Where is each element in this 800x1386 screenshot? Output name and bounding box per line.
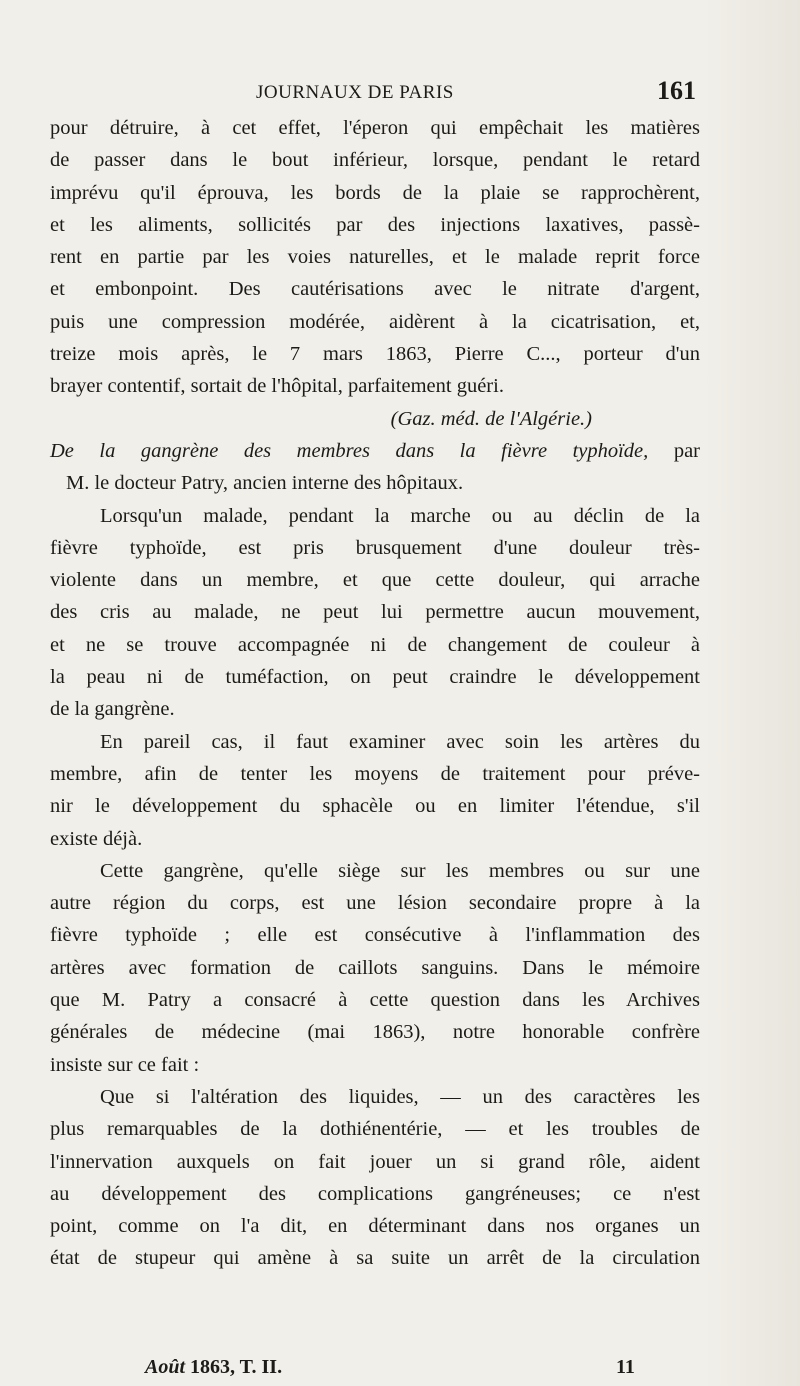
text-line: imprévu qu'il éprouva, les bords de la plaie se rapprochèrent, — [50, 181, 700, 204]
text-line: générales de médecine (mai 1863), notre honorable confrère — [50, 1021, 700, 1044]
article-title — [50, 435, 700, 467]
facing-page-bleed — [705, 0, 800, 1386]
source-citation: (Gaz. méd. de l'Algérie.) — [390, 407, 592, 430]
text-line: autre région du corps, est une lésion secondaire propre à la — [50, 892, 700, 915]
text-line: brayer contentif, sortait de l'hôpital, parfaitement guéri. — [50, 375, 504, 398]
text-line: fièvre typhoïde ; elle est consécutive à l'inflammation des — [50, 924, 700, 947]
text-line: de la gangrène. — [50, 698, 175, 721]
text-line: pour détruire, à cet effet, l'éperon qui empêchait les matières — [50, 117, 700, 139]
text-line: des cris au malade, ne peut lui permettre aucun mouvement, — [50, 601, 700, 624]
text-line: artères avec formation de caillots sanguins. Dans le mémoire — [50, 956, 700, 979]
text-line: violente dans un membre, et que cette douleur, qui arrache — [50, 569, 700, 592]
text-line: de passer dans le bout inférieur, lorsque, pendant le retard — [50, 149, 700, 172]
text-line: Lorsqu'un malade, pendant la marche ou au déclin de la — [100, 504, 700, 527]
text-line: état de stupeur qui amène à sa suite un arrêt de la circulation — [50, 1247, 700, 1270]
article-author: M. le docteur Patry, ancien interne des hôpitaux. — [66, 472, 464, 495]
text-line: au développement des complications gangréneuses; ce n'est — [50, 1182, 700, 1205]
printer-signature — [145, 1356, 282, 1379]
text-line: point, comme on l'a dit, en déterminant dans nos organes un — [50, 1215, 700, 1238]
text-line: l'innervation auxquels on fait jouer un si grand rôle, aident — [50, 1150, 700, 1173]
sheet-number: 11 — [616, 1356, 635, 1378]
text-line: treize mois après, le 7 mars 1863, Pierre C..., porteur d'un — [50, 343, 700, 366]
text-line: Cette gangrène, qu'elle siège sur les membres ou sur une — [100, 859, 700, 882]
text-line: et ne se trouve accompagnée ni de changement de couleur à — [50, 633, 700, 656]
body-text — [50, 112, 700, 1275]
article-title-roman: par — [648, 439, 700, 462]
page-footer — [50, 1356, 700, 1384]
page-header — [50, 76, 700, 106]
text-line: que M. Patry a consacré à cette question dans les Archives — [50, 989, 700, 1012]
text-line: En pareil cas, il faut examiner avec soin les artères du — [100, 730, 700, 753]
text-line: et les aliments, sollicités par des injections laxatives, passè- — [50, 213, 700, 236]
running-head: JOURNAUX DE PARIS — [256, 82, 454, 103]
text-line: nir le développement du sphacèle ou en limiter l'étendue, s'il — [50, 795, 700, 818]
page-number: 161 — [657, 76, 696, 105]
text-line: Que si l'altération des liquides, — un des caractères les — [100, 1085, 700, 1108]
text-line: puis une compression modérée, aidèrent à la cicatrisation, et, — [50, 310, 700, 333]
text-line: insiste sur ce fait : — [50, 1053, 200, 1076]
text-line: existe déjà. — [50, 827, 143, 850]
text-line: rent en partie par les voies naturelles, et le malade reprit force — [50, 246, 700, 269]
text-line: fièvre typhoïde, est pris brusquement d'une douleur très- — [50, 536, 700, 559]
text-line: et embonpoint. Des cautérisations avec le nitrate d'argent, — [50, 278, 700, 301]
text-line: plus remarquables de la dothiénentérie, — et les troubles de — [50, 1118, 700, 1141]
signature-year-volume: 1863, T. II. — [185, 1356, 283, 1378]
text-line: membre, afin de tenter les moyens de traitement pour préve- — [50, 762, 700, 785]
signature-month: Août — [145, 1356, 186, 1378]
text-line: la peau ni de tuméfaction, on peut craindre le développement — [50, 666, 700, 689]
article-title-italic: De la gangrène des membres dans la fièvre typhoïde, — [50, 439, 649, 462]
